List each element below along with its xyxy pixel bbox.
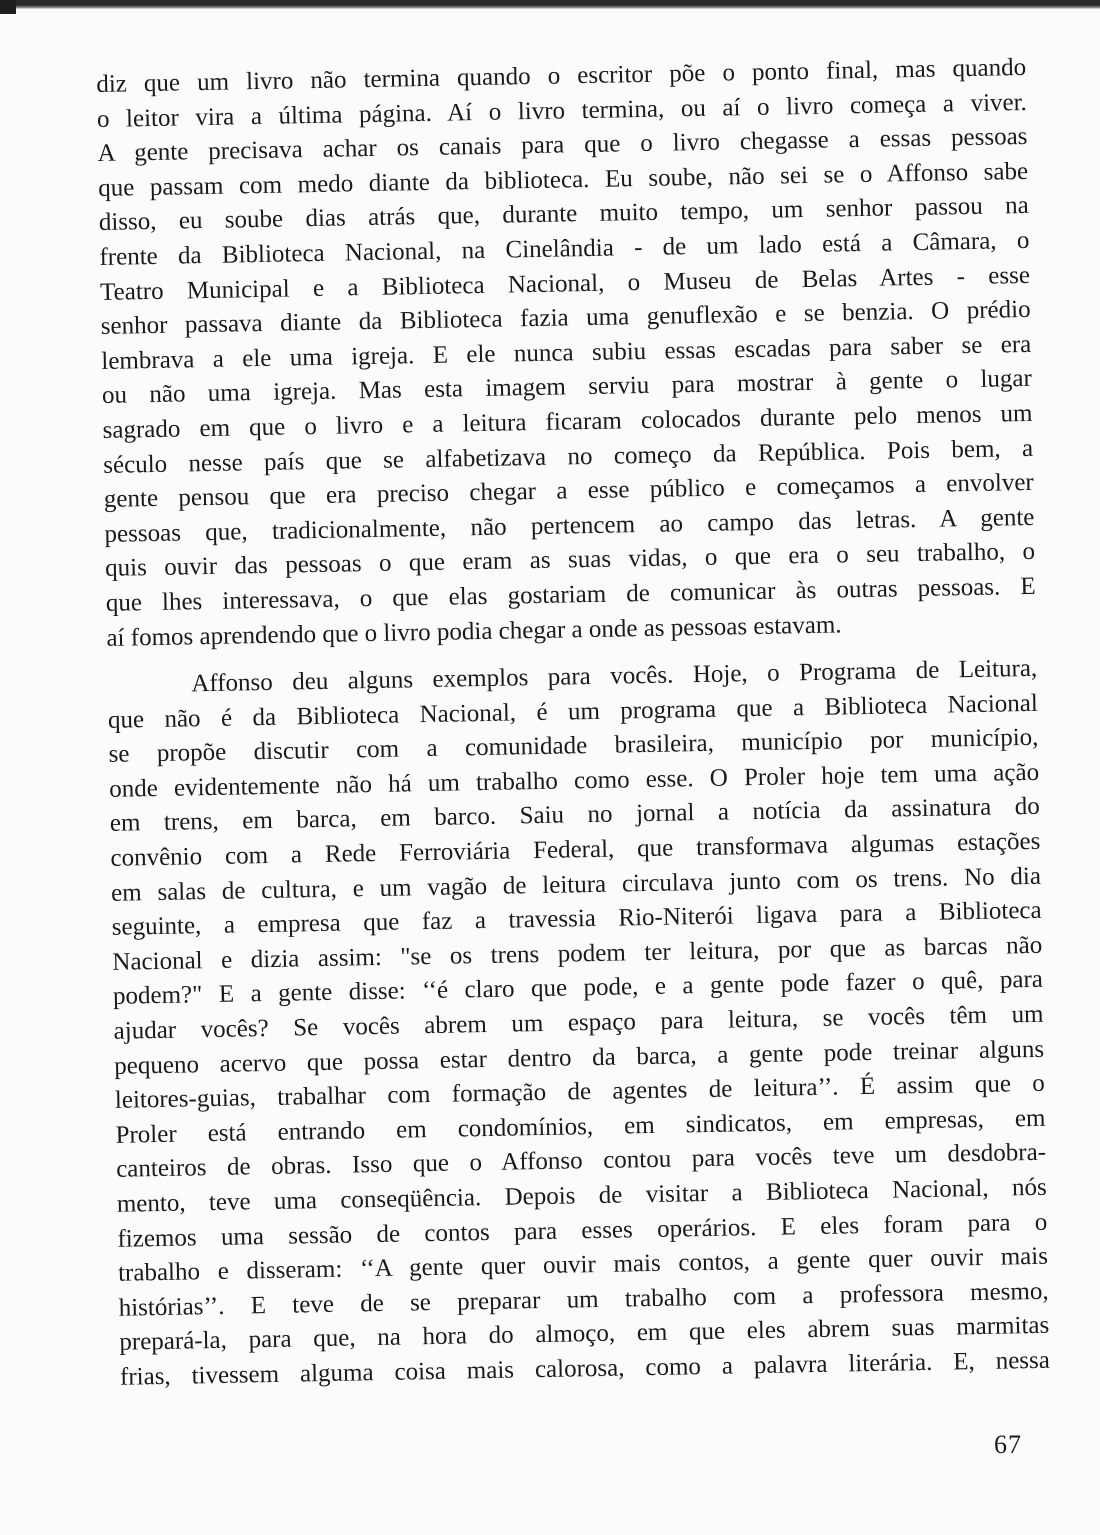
text-line: que lhes interessava, o que elas gostariam de comunicar às outras pessoas. E: [105, 572, 1036, 617]
text-line: frente da Biblioteca Nacional, na Cinelândia - de um lado está a Câmara, o: [99, 226, 1030, 271]
text-line: pequeno acervo que possa estar dentro da barca, a gente pode treinar alguns: [114, 1035, 1045, 1080]
text-line: o leitor vira a última página. Aí o livro termina, ou aí o livro começa a viver.: [96, 88, 1028, 133]
text-line: em salas de cultura, e um vagão de leitura circulava junto com os trens. No dia: [110, 862, 1042, 907]
scan-top-edge: [0, 0, 1100, 9]
text-line: A gente precisava achar os canais para que o livro chegasse a essas pessoas: [97, 123, 1028, 168]
text-line: ou não uma igreja. Mas esta imagem serviu para mostrar à gente o lugar: [101, 365, 1033, 410]
text-line: Affonso deu alguns exemplos para vocês. Hoje, o Programa de Leitura,: [191, 654, 1038, 698]
text-line: mento, teve uma conseqüência. Depois de visitar a Biblioteca Nacional, nós: [116, 1173, 1047, 1218]
text-line: senhor passava diante da Biblioteca fazia uma genuflexão e se benzia. O prédio: [100, 296, 1031, 341]
text-line: seguinte, a empresa que faz a travessia Rio-Niterói ligava para a Biblioteca: [111, 897, 1042, 942]
text-line: que passam com medo diante da biblioteca. Eu soube, não sei se o Affonso sabe: [97, 157, 1029, 202]
text-line: Nacional e dizia assim: "se os trens podem ter leitura, por que as barcas não: [112, 931, 1043, 976]
text-line: sagrado em que o livro e a leitura ficaram colocados durante pelo menos um: [102, 399, 1033, 444]
paragraph-2: [107, 652, 1050, 1395]
text-line: trabalho e disseram: ‘‘A gente quer ouvir mais contos, a gente quer ouvir mais: [117, 1242, 1049, 1287]
page-body: [96, 51, 1050, 1395]
text-line: podem?" E a gente disse: ‘‘é claro que pode, e a gente pode fazer o quê, para: [112, 966, 1044, 1011]
text-line: gente pensou que era preciso chegar a esse público e começamos a envolver: [103, 469, 1035, 514]
text-line: disso, eu soube dias atrás que, durante muito tempo, um senhor passou na: [98, 192, 1029, 237]
page-number: 67: [994, 1430, 1022, 1459]
text-line: fizemos uma sessão de contos para esses operários. E eles foram para o: [117, 1208, 1048, 1253]
paragraph-1: [96, 51, 1037, 656]
text-line: em trens, em barca, em barco. Saiu no jornal a notícia da assinatura do: [109, 793, 1040, 838]
text-line: século nesse país que se alfabetizava no começo da República. Pois bem, a: [103, 434, 1034, 479]
text-line: Teatro Municipal e a Biblioteca Nacional, o Museu de Belas Artes - esse: [99, 261, 1031, 306]
text-line: frias, tivessem alguma coisa mais calorosa, como a palavra literária. E, nessa: [119, 1346, 1051, 1391]
text-line: convênio com a Rede Ferroviária Federal, que transformava algumas estações: [110, 827, 1041, 872]
text-line: prepará-la, para que, na hora do almoço, em que eles abrem suas marmitas: [119, 1312, 1050, 1357]
text-line: quis ouvir das pessoas o que eram as suas vidas, o que era o seu trabalho, o: [104, 538, 1036, 583]
text-line: Proler está entrando em condomínios, em sindicatos, em empresas, em: [115, 1104, 1046, 1149]
text-line: pessoas que, tradicionalmente, não pertencem ao campo das letras. A gente: [104, 503, 1035, 548]
text-line: histórias’’. E teve de se preparar um trabalho com a professora mesmo,: [118, 1277, 1049, 1322]
text-line: aí fomos aprendendo que o livro podia chegar a onde as pessoas estavam.: [106, 610, 842, 652]
text-line: lembrava a ele uma igreja. E ele nunca subiu essas escadas para saber se era: [101, 330, 1032, 375]
scan-corner-mark: [0, 0, 16, 14]
text-line: canteiros de obras. Isso que o Affonso contou para vocês teve um desdobra-: [115, 1139, 1047, 1184]
text-line: diz que um livro não termina quando o escritor põe o ponto final, mas quando: [96, 53, 1027, 98]
text-line: onde evidentemente não há um trabalho como esse. O Proler hoje tem uma ação: [108, 758, 1040, 803]
text-line: se propõe discutir com a comunidade brasileira, município por município,: [108, 724, 1039, 769]
text-line: ajudar vocês? Se vocês abrem um espaço para leitura, se vocês têm um: [113, 1000, 1044, 1045]
text-line: leitores-guias, trabalhar com formação de agentes de leitura’’. É assim que o: [114, 1070, 1046, 1115]
text-line: que não é da Biblioteca Nacional, é um programa que a Biblioteca Nacional: [107, 689, 1039, 734]
